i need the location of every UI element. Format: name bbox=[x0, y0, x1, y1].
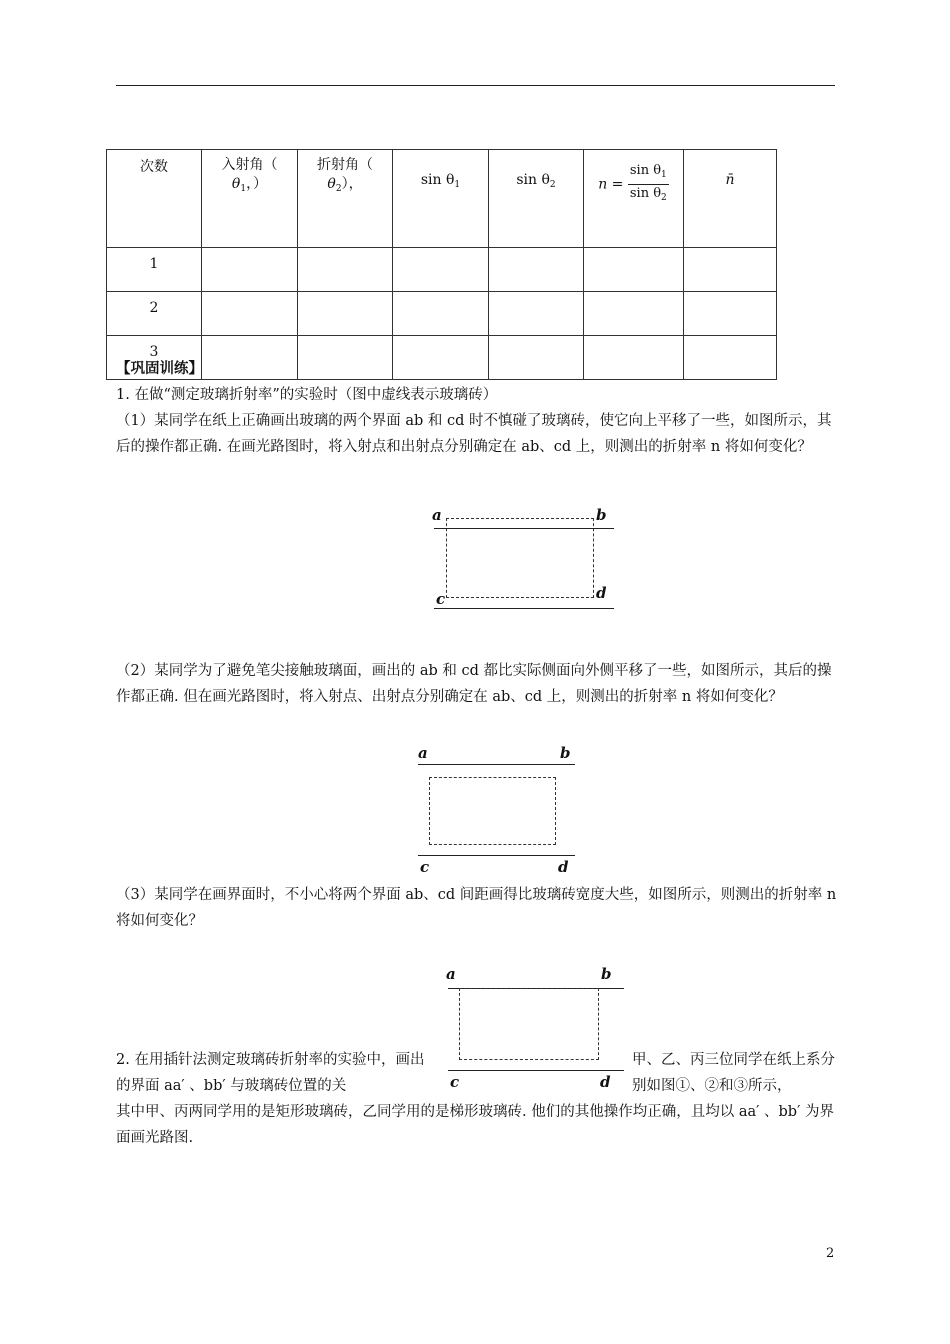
cell bbox=[202, 292, 298, 336]
label-d: d bbox=[558, 858, 569, 876]
figure-1 bbox=[420, 504, 630, 616]
q1-part3: （3）某同学在画界面时，不小心将两个界面 ab、cd 间距画得比玻璃砖宽度大些，如图所示，则测出的折射率 n 将如何变化？ bbox=[116, 887, 837, 929]
glass-brick-dashed bbox=[429, 777, 556, 845]
cell bbox=[393, 248, 489, 292]
row-number: 2 bbox=[107, 292, 202, 336]
interface-cd-line bbox=[418, 855, 575, 856]
glass-brick-dashed bbox=[459, 988, 599, 1060]
label-d: d bbox=[600, 1073, 611, 1091]
table-row bbox=[107, 292, 777, 336]
page-number: 2 bbox=[826, 1246, 835, 1261]
glass-brick-dashed bbox=[446, 518, 594, 598]
label-c: c bbox=[450, 1073, 460, 1091]
cell bbox=[684, 248, 777, 292]
header-count: 次数 bbox=[107, 150, 202, 248]
label-b: b bbox=[596, 506, 607, 524]
label-b: b bbox=[601, 965, 612, 983]
formula-fraction: $\frac{\sin \theta_1}{\sin \theta_2}$ bbox=[629, 163, 667, 203]
header-refraction-angle: 折射角（ $\theta_2$）， bbox=[298, 150, 393, 248]
header-refractive-index-formula: n = $\frac{\sin \theta_1}{\sin \theta_2}$ bbox=[584, 150, 684, 248]
label-c: c bbox=[420, 858, 430, 876]
figure-2 bbox=[410, 740, 590, 880]
row-number: 1 bbox=[107, 248, 202, 292]
label-d: d bbox=[596, 584, 607, 602]
interface-cd-line bbox=[448, 1070, 624, 1071]
q1-intro: 1. 在做“测定玻璃折射率”的实验时（图中虚线表示玻璃砖） bbox=[116, 387, 498, 403]
q1-part2: （2）某同学为了避免笔尖接触玻璃面，画出的 ab 和 cd 都比实际侧面向外侧平移了一些，如图所示，其后的操作都正确. 但在画光路图时，将入射点、出射点分别确定在 ab、cd 上，则测出的折射率 n 将如何变化？ bbox=[116, 663, 832, 705]
header-rule bbox=[116, 85, 835, 86]
cell bbox=[684, 292, 777, 336]
q2-text-continued: 其中甲、丙两同学用的是矩形玻璃砖，乙同学用的是梯形玻璃砖. 他们的其他操作均正确，且均以 aa′ 、bb′ 为界面画光路图. bbox=[116, 1104, 834, 1146]
section-title: 【巩固训练】 bbox=[116, 360, 203, 377]
cell bbox=[489, 292, 584, 336]
header-mean-n: n̄ bbox=[684, 150, 777, 248]
label-c: c bbox=[436, 590, 446, 608]
q1-part1: （1）某同学在纸上正确画出玻璃的两个界面 ab 和 cd 时不慎碰了玻璃砖，使它向上平移了一些，如图所示，其后的操作都正确. 在画光路图时，将入射点和出射点分别确定在 ab、cd 上，则测出的折射率 n 将如何变化？ bbox=[116, 413, 832, 455]
label-a: a bbox=[446, 965, 456, 983]
cell bbox=[298, 248, 393, 292]
interface-cd-line bbox=[434, 608, 614, 609]
cell bbox=[393, 292, 489, 336]
figure-3 bbox=[440, 963, 640, 1093]
header-sin-theta1: $\sin \theta_1$ bbox=[393, 150, 489, 248]
label-a: a bbox=[432, 506, 442, 524]
interface-ab-line bbox=[434, 528, 614, 529]
label-a: a bbox=[418, 744, 428, 762]
cell bbox=[202, 248, 298, 292]
label-b: b bbox=[560, 744, 571, 762]
header-sin-theta2: $\sin \theta_2$ bbox=[489, 150, 584, 248]
interface-ab-line bbox=[418, 764, 575, 765]
q2-text-left: 2. 在用插针法测定玻璃砖折射率的实验中，画出的界面 aa′ 、bb′ 与玻璃砖位置的关 bbox=[116, 1052, 425, 1094]
data-table bbox=[106, 149, 777, 380]
table-row bbox=[107, 248, 777, 292]
cell bbox=[584, 292, 684, 336]
q2-text-right: 甲、乙、丙三位同学在纸上系分别如图①、②和③所示， bbox=[632, 1052, 835, 1094]
table-header-row bbox=[107, 150, 777, 248]
cell bbox=[298, 292, 393, 336]
cell bbox=[489, 248, 584, 292]
row-number: 3 bbox=[107, 336, 202, 380]
cell bbox=[584, 248, 684, 292]
header-incidence-angle: 入射角（ $\theta_1$，） bbox=[202, 150, 298, 248]
